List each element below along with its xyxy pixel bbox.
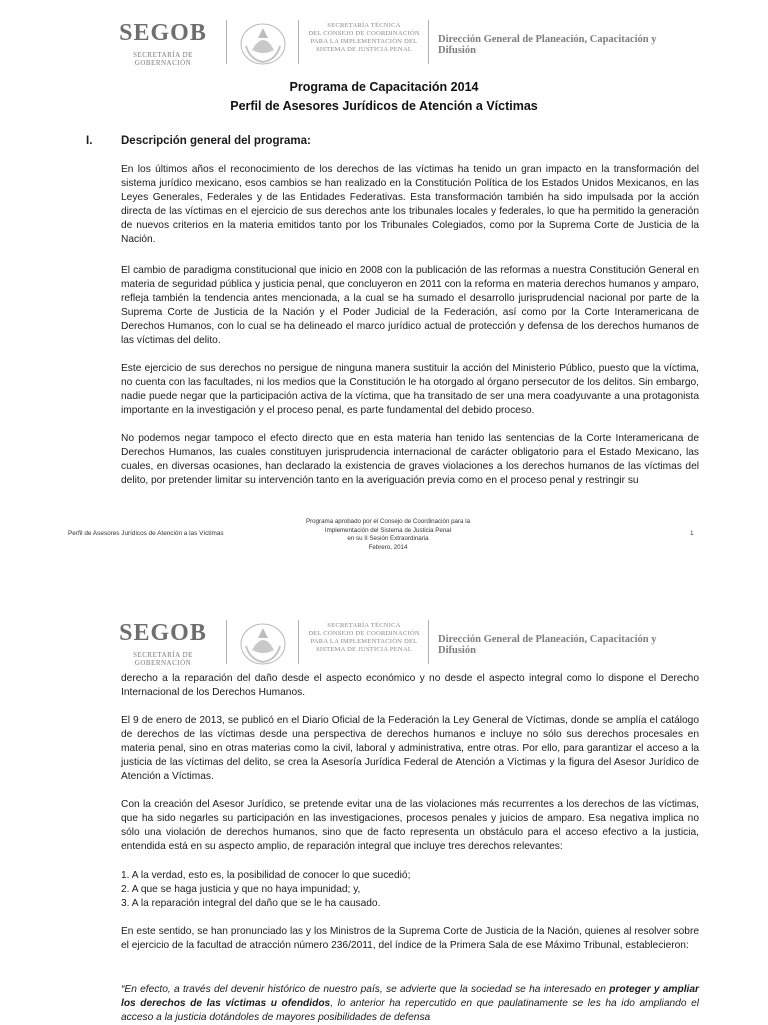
page-header [0,12,768,72]
header-divider [428,20,429,64]
paragraph: Con la creación del Asesor Jurídico, se pretende evitar una de las violaciones más recurrentes a los derechos de las víctimas, que ha sido negarles su participación en las investigaciones, procesos penales y juicios de amparo. Esa negativa implica no sólo una violación de derechos humanos, sino que de facto representa un obstáculo para el acceso efectivo a la justicia, entendida está en su aspecto amplio, de reparación integral que incluye tres derechos relevantes: [121,799,699,852]
segob-wordmark: SEGOB [119,620,207,646]
header-divider [298,20,299,64]
st-line: SISTEMA DE JUSTICIA PENAL [315,646,413,653]
paragraph: Este ejercicio de sus derechos no persigue de ninguna manera sustituir la acción del Ministerio Público, puesto que la víctima, no cuenta con las facultades, ni los medios que la Constitución le ha otorgado al órgano persecutor de los delitos. Sin embargo, nadie puede negar que la participación activa de la víctima, que ha transitado de ser una mera coadyuvante a una protagonista importante en la investigación y el proceso penal, es parte fundamental del debido proceso. [121,363,699,416]
footer-line: Implementación del Sistema de Justicia Penal [324,526,452,534]
direccion-general-label: Dirección General de Planeación, Capacitación y Difusión [438,634,657,656]
secretaria-tecnica-block [305,22,423,54]
st-line: SECRETARÍA TÉCNICA [327,22,401,29]
segob-logo [108,620,218,667]
paragraph: En este sentido, se han pronunciado las y los Ministros de la Suprema Corte de Justicia de la Nación, quienes al resolver sobre el ejercicio de la facultad de atracción número 236/2011, del índice de la Primera Sala de ese Máximo Tribunal, establecieron: [121,926,699,951]
segob-logo [108,20,218,67]
footer-line: Febrero, 2014 [368,543,408,551]
st-line: DEL CONSEJO DE COORDINACIÓN [308,30,420,37]
mexico-seal-icon [232,616,294,668]
footer-center-text [268,518,508,552]
document-page-2 [0,602,768,1024]
quote-emphasis: proteger y ampliar los derechos de las víctimas u ofendidos [121,984,700,1009]
paragraph: El cambio de paradigma constitucional que inicio en 2008 con la publicación de las reformas a nuestra Constitución General en materia de seguridad pública y justicia penal, que concluyeron en 2011 con la reforma en materia derechos humanos y amparo, refleja también la tendencia antes mencionada, a la cual se ha sumado el desarrollo jurisprudencial nacional por parte de la Suprema Corte de Justicia de la Nación y el Poder Judicial de la Federación, así como por la Corte Interamericana de Derechos Humanos, con lo cual se ha delineado el marco jurídico actual de protección y defensa de los derechos humanos de las víctimas del delito. [121,265,699,346]
quotation [121,983,699,1025]
header-divider [226,620,227,664]
st-line: SECRETARÍA TÉCNICA [327,622,401,629]
footer-line: Programa aprobado por el Consejo de Coordinación para la [305,518,471,525]
page-gap [0,578,768,602]
list-item: 1. A la verdad, esto es, la posibilidad de conocer lo que sucedió; [121,870,411,881]
page-number: 1 [690,530,694,537]
segob-subtitle: SECRETARÍA DE GOBERNACIÓN [133,651,193,667]
quote-text: “En efecto, a través del devenir histórico de nuestro país, se advierte que la sociedad se ha interesado en [121,984,610,995]
header-divider [428,620,429,664]
paragraph: En los últimos años el reconocimiento de los derechos de las víctimas ha tenido un gran impacto en la transformación del sistema jurídico mexicano, esos cambios se han realizado en la Constitución Política de los Estados Unidos Mexicanos, en las Leyes Generales, Federales y de las Entidades Federativas. Esta transformación también ha sido impulsada por la acción directa de las víctimas en el ejercicio de sus derechos ante los tribunales locales y federales, lo que ha permitido la generación de nuevos criterios en la materia emitidos tanto por los Tribunales Colegiados, como por la Suprema Corte de Justicia de la Nación. [121,164,699,245]
list-item: 3. A la reparación integral del daño que se le ha causado. [121,898,381,909]
list-item: 2. A que se haga justicia y que no haya impunidad; y, [121,884,361,895]
section-title: Descripción general del programa: [121,135,311,147]
segob-subtitle: SECRETARÍA DE GOBERNACIÓN [133,51,193,67]
footer-left-text: Perfil de Asesores Jurídicos de Atención a las Víctimas [68,530,224,537]
st-line: PARA LA IMPLEMENTACIÓN DEL [310,638,418,645]
program-subtitle: Perfil de Asesores Jurídicos de Atención a Víctimas [230,99,538,113]
header-divider [298,620,299,664]
paragraph: derecho a la reparación del daño desde el aspecto económico y no desde el aspecto integral como lo dispone el Derecho Internacional de los Derechos Humanos. [121,673,699,698]
direccion-general-label: Dirección General de Planeación, Capacitación y Difusión [438,34,657,56]
program-title: Programa de Capacitación 2014 [289,80,479,94]
st-line: SISTEMA DE JUSTICIA PENAL [315,46,413,53]
paragraph: El 9 de enero de 2013, se publicó en el Diario Oficial de la Federación la Ley General de Víctimas, donde se amplía el catálogo de derechos de las víctimas desde una perspectiva de derechos humanos e incluye no sólo sus derechos procesales en materia penal, sino en otras materias como la civil, laboral y administrativa, entre otras. Por ello, para garantizar el acceso a la justicia de las víctimas del delito, se crea la Asesoría Jurídica Federal de Atención a Víctimas y la figura del Asesor Jurídico de Atención a Víctimas. [121,715,699,782]
page-header [0,612,768,672]
secretaria-tecnica-block [305,622,423,654]
footer-line: en su II Sesión Extraordinaria [347,535,429,542]
quote-text: , lo anterior ha repercutido en que paulatinamente se les ha ido ampliando el acceso a la justicia dotándoles de mayores posibilidades de defensa [121,998,699,1023]
paragraph: No podemos negar tampoco el efecto directo que en esta materia han tenido las sentencias de la Corte Interamericana de Derechos Humanos, las cuales constituyen jurisprudencia internacional de carácter obligatorio para el Estado Mexicano, las cuales, en diversas ocasiones, han declarado la existencia de graves violaciones a los derechos humanos de las víctimas del delito, por pretender limitar su intervención tanto en la averiguación previa como en el proceso penal y restringir su [121,433,699,486]
segob-wordmark: SEGOB [119,20,207,46]
section-number: I. [86,135,93,147]
st-line: DEL CONSEJO DE COORDINACIÓN [308,630,420,637]
st-line: PARA LA IMPLEMENTACIÓN DEL [310,38,418,45]
mexico-seal-icon [232,16,294,68]
header-divider [226,20,227,64]
